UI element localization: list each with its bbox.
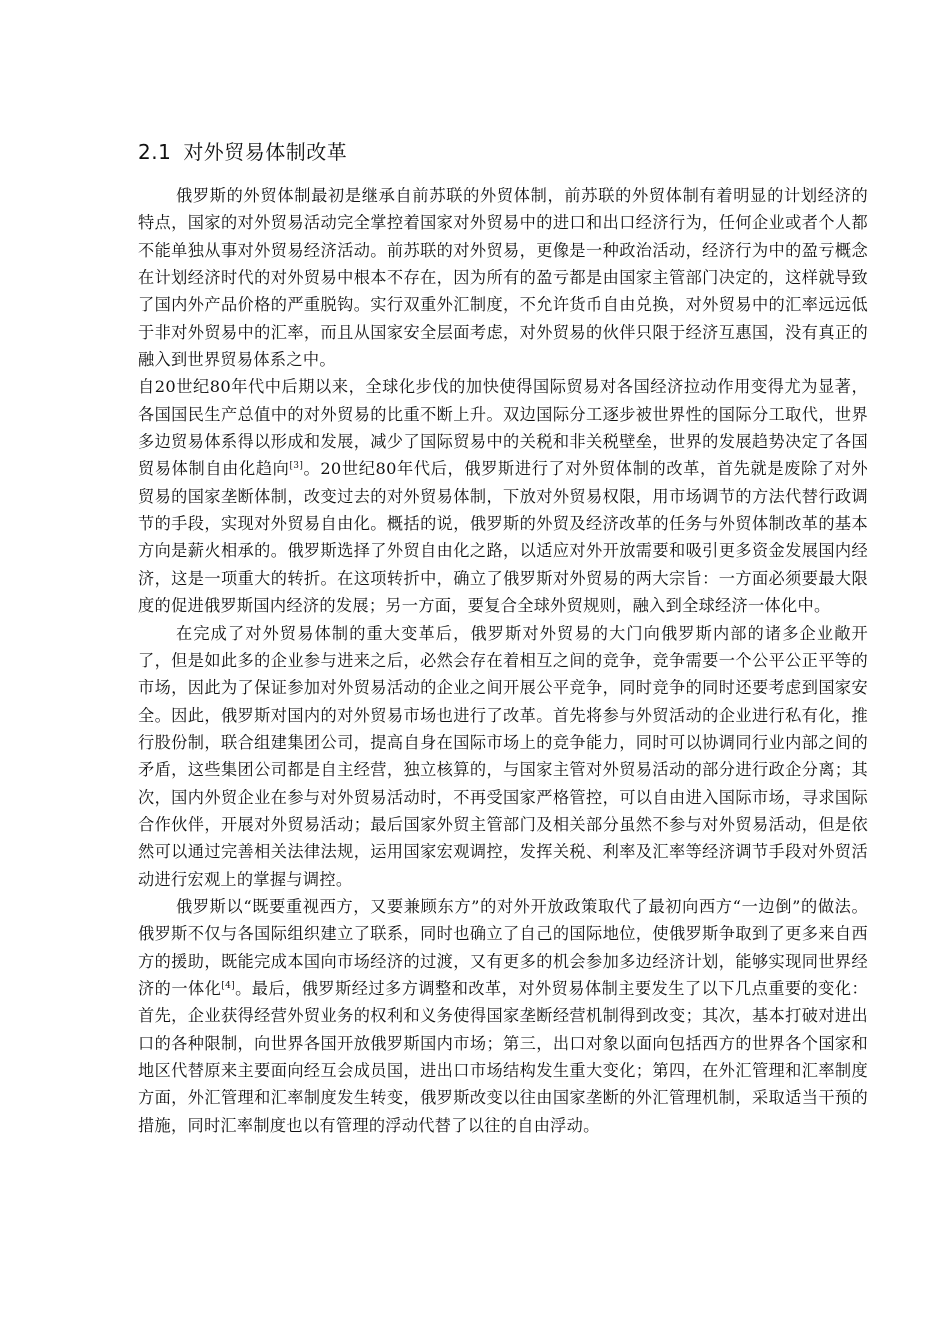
section-title: 对外贸易体制改革: [183, 140, 348, 164]
paragraph-4: [138, 893, 868, 1139]
citation-ref-3: [3]: [289, 461, 304, 472]
section-number: 2.1: [138, 140, 172, 164]
paragraph-1: [138, 182, 868, 373]
paragraph-text: 在完成了对外贸易体制的重大变革后，俄罗斯对外贸易的大门向俄罗斯内部的诸多企业敞开了，但是如此多的企业参与进来之后，必然会存在着相互之间的竞争，竞争需要一个公平公正平等的市场，因此为了保证参加对外贸易活动的企业之间开展公平竞争，同时竞争的同时还要考虑到国家安全。因此，俄罗斯对国内的对外贸易市场也进行了改革。首先将参与外贸活动的企业进行私有化，推行股份制，联合组建集团公司，提高自身在国际市场上的竞争能力，同时可以协调同行业内部之间的矛盾，这些集团公司都是自主经营，独立核算的，与国家主管对外贸易活动的部分进行政企分离；其次，国内外贸企业在参与对外贸易活动时，不再受国家严格管控，可以自由进入国际市场，寻求国际合作伙伴，开展对外贸易活动；最后国家外贸主管部门及相关部分虽然不参与对外贸易活动，但是依然可以通过完善相关法律法规，运用国家宏观调控，发挥关税、利率及汇率等经济调节手段对外贸活动进行宏观上的掌握与调控。: [138, 623, 868, 889]
section-heading: [138, 136, 347, 165]
paragraph-text: 。最后，俄罗斯经过多方调整和改革，对外贸易体制主要发生了以下几点重要的变化：首先，企业获得经营外贸业务的权利和义务使得国家垄断经营机制得到改变；其次，基本打破对进出口的各种限制，向世界各国开放俄罗斯国内市场；第三，出口对象以面向包括西方的世界各个国家和地区代替原来主要面向经互会成员国，进出口市场结构发生重大变化；第四，在外汇管理和汇率制度方面，外汇管理和汇率制度发生转变，俄罗斯改变以往由国家垄断的外汇管理机制，采取适当干预的措施，同时汇率制度也以有管理的浮动代替了以往的自由浮动。: [138, 978, 868, 1135]
paragraph-text: 。20世纪80年代后，俄罗斯进行了对外贸体制的改革，首先就是废除了对外贸易的国家垄断体制，改变过去的对外贸易体制，下放对外贸易权限，用市场调节的方法代替行政调节的手段，实现对外贸易自由化。概括的说，俄罗斯的外贸及经济改革的任务与外贸体制改革的基本方向是薪火相承的。俄罗斯选择了外贸自由化之路，以适应对外开放需要和吸引更多资金发展国内经济，这是一项重大的转折。在这项转折中，确立了俄罗斯对外贸易的两大宗旨：一方面必须要最大限度的促进俄罗斯国内经济的发展；另一方面，要复合全球外贸规则，融入到全球经济一体化中。: [138, 459, 868, 616]
paragraph-text: 自20世纪80年代中后期以来，全球化步伐的加快使得国际贸易对各国经济拉动作用变得尤为显著，各国国民生产总值中的对外贸易的比重不断上升。双边国际分工逐步被世界性的国际分工取代，世界多边贸易体系得以形成和发展，减少了国际贸易中的关税和非关税壁垒，世界的发展趋势决定了各国贸易体制自由化趋向: [138, 377, 868, 479]
citation-ref-4: [4]: [221, 980, 235, 991]
body-text: [138, 182, 868, 1139]
paragraph-text: 俄罗斯以“既要重视西方，又要兼顾东方”的对外开放政策取代了最初向西方“一边倒”的做法。俄罗斯不仅与各国际组织建立了联系，同时也确立了自己的国际地位，使俄罗斯争取到了更多来自西方的援助，既能完成本国向市场经济的过渡，又有更多的机会参加多边经济计划，能够实现同世界经济的一体化: [138, 896, 868, 998]
paragraph-3: [138, 620, 868, 893]
paragraph-2: [138, 373, 868, 619]
paragraph-text: 俄罗斯的外贸体制最初是继承自前苏联的外贸体制，前苏联的外贸体制有着明显的计划经济的特点，国家的对外贸易活动完全掌控着国家对外贸易中的进口和出口经济行为，任何企业或者个人都不能单独从事对外贸易经济活动。前苏联的对外贸易，更像是一种政治活动，经济行为中的盈亏概念在计划经济时代的对外贸易中根本不存在，因为所有的盈亏都是由国家主管部门决定的，这样就导致了国内外产品价格的严重脱钩。实行双重外汇制度，不允许货币自由兑换，对外贸易中的汇率远远低于非对外贸易中的汇率，而且从国家安全层面考虑，对外贸易的伙伴只限于经济互惠国，没有真正的融入到世界贸易体系之中。: [138, 186, 868, 370]
